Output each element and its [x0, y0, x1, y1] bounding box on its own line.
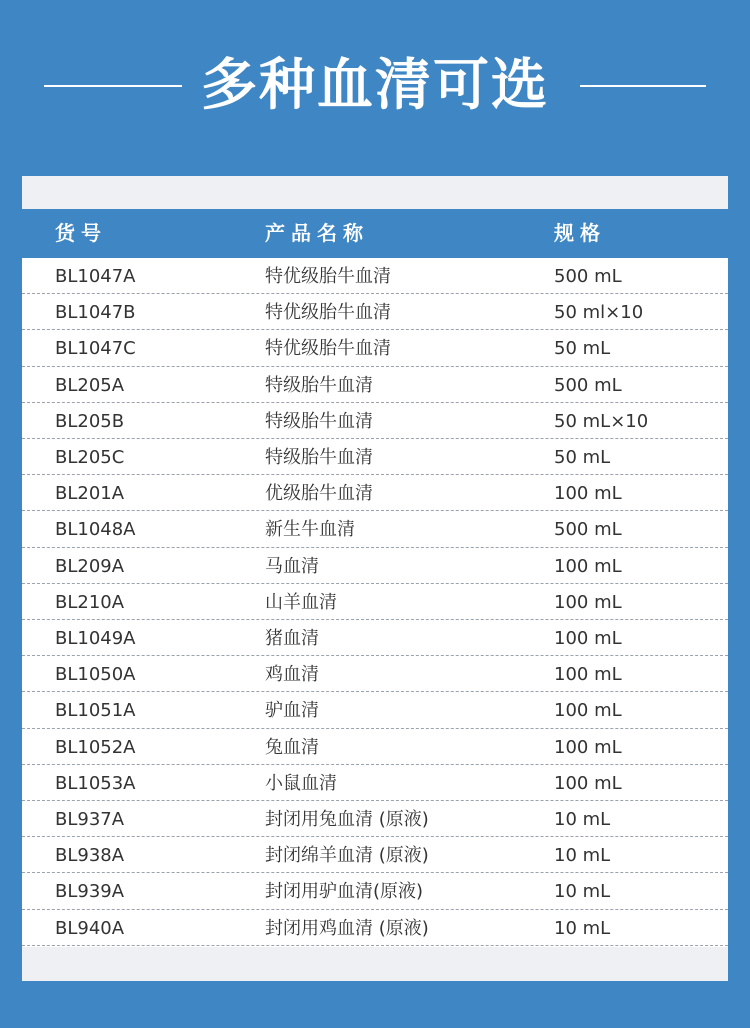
cell-item-number: BL205C — [55, 447, 125, 468]
cell-product-name: 鸡血清 — [265, 664, 319, 686]
cell-specification: 50 mL×10 — [554, 410, 649, 432]
cell-item-number: BL1048A — [55, 519, 136, 541]
cell-specification: 10 mL — [554, 917, 611, 939]
header-specification: 规格 — [554, 221, 606, 245]
cell-specification: 500 mL — [554, 519, 622, 541]
cell-specification: 10 mL — [554, 881, 611, 903]
cell-product-name: 新生牛血清 — [265, 519, 355, 541]
cell-item-number: BL938A — [55, 845, 125, 867]
table-row — [22, 548, 728, 584]
cell-specification: 10 mL — [554, 809, 611, 830]
cell-item-number: BL1050A — [55, 664, 136, 686]
table-row — [22, 584, 728, 620]
table-header — [22, 209, 728, 258]
cell-product-name: 特优级胎牛血清 — [265, 266, 391, 287]
cell-item-number: BL205A — [55, 374, 125, 396]
cell-item-number: BL937A — [55, 809, 125, 830]
table-row — [22, 330, 728, 366]
cell-product-name: 封闭用驴血清(原液) — [265, 881, 424, 903]
cell-item-number: BL1053A — [55, 772, 136, 794]
page-title: 多种血清可选 — [201, 53, 549, 118]
cell-product-name: 山羊血清 — [265, 591, 337, 613]
cell-item-number: BL940A — [55, 917, 125, 939]
cell-item-number: BL1047B — [55, 302, 136, 324]
table-row — [22, 837, 728, 873]
cell-specification: 500 mL — [554, 374, 622, 396]
cell-item-number: BL1051A — [55, 700, 136, 722]
cell-product-name: 猪血清 — [265, 628, 319, 649]
cell-product-name: 特级胎牛血清 — [265, 447, 373, 468]
cell-product-name: 小鼠血清 — [265, 772, 337, 794]
cell-item-number: BL1052A — [55, 736, 136, 758]
cell-product-name: 兔血清 — [265, 736, 319, 758]
table-row — [22, 801, 728, 837]
cell-specification: 100 mL — [554, 736, 622, 758]
cell-item-number: BL201A — [55, 483, 125, 505]
table-row — [22, 367, 728, 403]
cell-item-number: BL1049A — [55, 628, 136, 649]
table-row — [22, 765, 728, 801]
table-row — [22, 258, 728, 294]
table-row — [22, 910, 728, 946]
table-row — [22, 620, 728, 656]
cell-product-name: 特优级胎牛血清 — [265, 302, 391, 324]
cell-item-number: BL939A — [55, 881, 125, 903]
cell-item-number: BL1047A — [55, 266, 136, 287]
cell-specification: 50 mL — [554, 338, 611, 360]
table-row — [22, 873, 728, 909]
cell-specification: 500 mL — [554, 266, 622, 287]
title-banner — [0, 46, 750, 126]
cell-product-name: 优级胎牛血清 — [265, 483, 373, 505]
cell-product-name: 特级胎牛血清 — [265, 374, 373, 396]
table-row — [22, 475, 728, 511]
cell-specification: 100 mL — [554, 772, 622, 794]
cell-specification: 100 mL — [554, 628, 622, 649]
cell-product-name: 封闭用兔血清 (原液) — [265, 809, 429, 830]
cell-product-name: 马血清 — [265, 555, 319, 577]
cell-product-name: 封闭用鸡血清 (原液) — [265, 917, 429, 939]
cell-specification: 50 ml×10 — [554, 302, 644, 324]
cell-specification: 100 mL — [554, 555, 622, 577]
cell-product-name: 特优级胎牛血清 — [265, 338, 391, 360]
table-row — [22, 511, 728, 547]
cell-item-number: BL205B — [55, 410, 125, 432]
cell-product-name: 特级胎牛血清 — [265, 410, 373, 432]
table-body — [22, 258, 728, 947]
cell-product-name: 驴血清 — [265, 700, 319, 722]
cell-item-number: BL210A — [55, 591, 125, 613]
table-row — [22, 439, 728, 475]
cell-specification: 100 mL — [554, 591, 622, 613]
cell-specification: 10 mL — [554, 845, 611, 867]
table-row — [22, 294, 728, 330]
table-row — [22, 656, 728, 692]
cell-item-number: BL209A — [55, 555, 125, 577]
table-row — [22, 729, 728, 765]
cell-item-number: BL1047C — [55, 338, 136, 360]
table-row — [22, 692, 728, 728]
cell-specification: 100 mL — [554, 483, 622, 505]
header-item-number: 货号 — [55, 221, 107, 245]
product-table-panel — [22, 176, 728, 981]
header-product-name: 产品名称 — [265, 221, 369, 245]
cell-specification: 50 mL — [554, 447, 611, 468]
cell-product-name: 封闭绵羊血清 (原液) — [265, 845, 429, 867]
cell-specification: 100 mL — [554, 664, 622, 686]
title-divider-right — [580, 85, 706, 87]
table-row — [22, 403, 728, 439]
cell-specification: 100 mL — [554, 700, 622, 722]
